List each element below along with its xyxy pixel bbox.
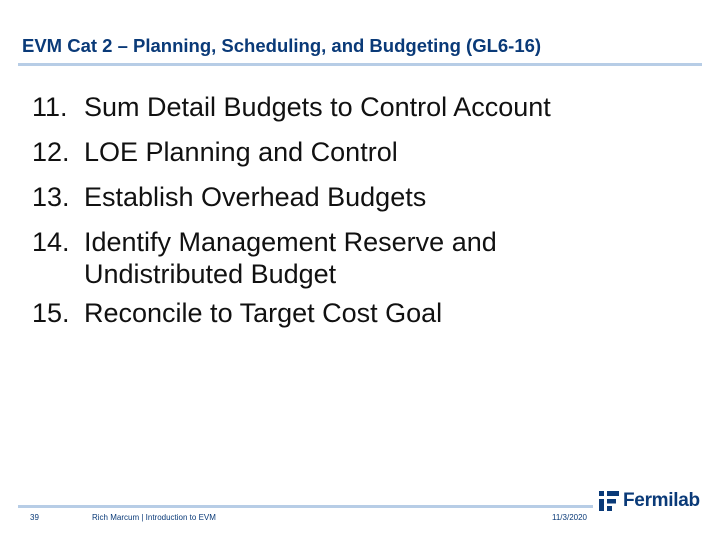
list-item-number: 11. [32, 92, 68, 122]
list-item-line: Identify Management Reserve and [84, 227, 497, 257]
footer-presenter: Rich Marcum | Introduction to EVM [92, 513, 216, 522]
list-item-line: LOE Planning and Control [84, 137, 398, 167]
list-item-line: Reconcile to Target Cost Goal [84, 298, 443, 328]
list-item-number: 14. [32, 227, 70, 257]
fermilab-logo [598, 490, 700, 512]
footer-date: 11/3/2020 [552, 513, 587, 522]
list-item-line: Undistributed Budget [84, 259, 337, 289]
list-item [32, 291, 692, 336]
numbered-list [32, 85, 692, 336]
list-item [32, 85, 692, 130]
slide-title: EVM Cat 2 – Planning, Scheduling, and Budgeting (GL6-16) [22, 35, 542, 56]
list-item [32, 130, 692, 175]
list-item-line: Sum Detail Budgets to Control Account [84, 92, 551, 122]
list-item-text [84, 220, 692, 291]
page-number: 39 [30, 513, 39, 522]
list-item-number: 15. [32, 298, 70, 328]
footer-divider [18, 505, 593, 508]
list-item-text [84, 175, 692, 220]
list-item [32, 220, 692, 291]
list-item-line: Establish Overhead Budgets [84, 182, 427, 212]
list-item-text [84, 130, 692, 175]
list-item-text [84, 85, 692, 130]
title-divider [18, 63, 702, 66]
logo-text: Fermilab [623, 490, 700, 511]
list-item [32, 175, 692, 220]
list-item-number: 13. [32, 182, 70, 212]
list-item-number: 12. [32, 137, 70, 167]
fermilab-logo-icon [598, 490, 620, 512]
list-item-text [84, 291, 692, 336]
